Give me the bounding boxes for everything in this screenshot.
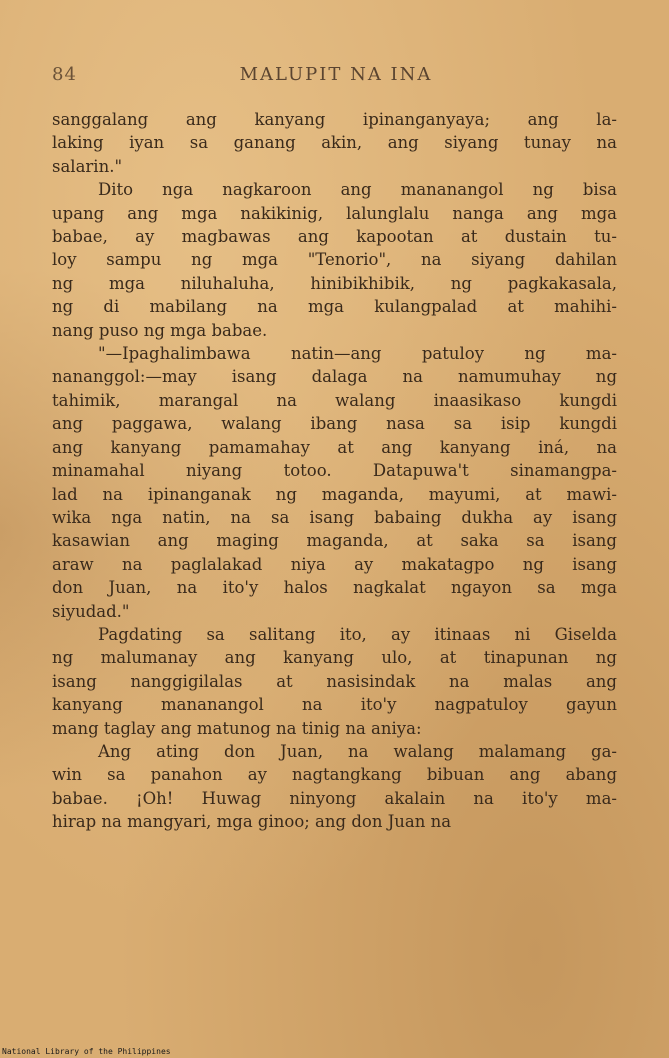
text-line: ng malumanay ang kanyang ulo, at tinapunan ng bbox=[52, 648, 617, 668]
text-line: ng di mabilang na mga kulangpalad at mahihi- bbox=[52, 297, 617, 317]
text-line: hirap na mangyari, mga ginoo; ang don Juan na bbox=[52, 812, 452, 832]
text-line: isang nanggigilalas at nasisindak na malas ang bbox=[52, 671, 617, 691]
text-line: mang taglay ang matunog na tinig na aniya: bbox=[52, 718, 422, 738]
text-line: Pagdating sa salitang ito, ay itinaas ni Giselda bbox=[98, 624, 617, 644]
running-title: MALUPIT NA INA bbox=[239, 64, 433, 85]
text-line: siyudad." bbox=[52, 601, 130, 621]
text-line: nananggol:—may isang dalaga na namumuhay ng bbox=[52, 367, 617, 387]
paragraph bbox=[52, 740, 617, 834]
text-line: ang paggawa, walang ibang nasa sa isip kungdi bbox=[52, 414, 617, 434]
text-line: don Juan, na ito'y halos nagkalat ngayon sa mga bbox=[52, 578, 617, 598]
text-line: "—Ipaghalimbawa natin—ang patuloy ng ma- bbox=[98, 344, 617, 364]
text-line: Ang ating don Juan, na walang malamang ga- bbox=[98, 741, 617, 761]
paragraph bbox=[52, 342, 617, 623]
body-text bbox=[52, 108, 617, 834]
text-line: ng mga niluhaluha, hinibikhibik, ng pagkakasala, bbox=[52, 273, 617, 293]
text-line: ang kanyang pamamahay at ang kanyang iná, na bbox=[52, 437, 617, 457]
text-line: babae, ay magbawas ang kapootan at dustain tu- bbox=[52, 227, 617, 247]
text-line: kanyang mananangol na ito'y nagpatuloy gayun bbox=[52, 695, 617, 715]
page-header bbox=[52, 64, 620, 88]
paragraph bbox=[52, 623, 617, 740]
text-line: araw na paglalakad niya ay makatagpo ng isang bbox=[52, 554, 617, 574]
text-line: upang ang mga nakikinig, lalunglalu nanga ang mga bbox=[52, 203, 617, 223]
text-line: kasawian ang maging maganda, at saka sa isang bbox=[52, 531, 617, 551]
text-line: minamahal niyang totoo. Datapuwa't sinamangpa- bbox=[52, 461, 617, 481]
text-line: Dito nga nagkaroon ang mananangol ng bisa bbox=[98, 180, 617, 200]
text-line: win sa panahon ay nagtangkang bibuan ang abang bbox=[52, 765, 617, 785]
text-line: babae. ¡Oh! Huwag ninyong akalain na ito'y ma- bbox=[52, 788, 617, 808]
text-line: laking iyan sa ganang akin, ang siyang tunay na bbox=[52, 133, 617, 153]
text-line: sanggalang ang kanyang ipinanganyaya; ang la- bbox=[52, 110, 617, 129]
library-credit: National Library of the Philippines bbox=[2, 1047, 171, 1056]
text-line: lad na ipinanganak ng maganda, mayumi, at mawi- bbox=[52, 484, 617, 504]
text-line: tahimik, marangal na walang inaasikaso kungdi bbox=[52, 390, 617, 410]
text-line: nang puso ng mga babae. bbox=[52, 320, 268, 340]
paragraph bbox=[52, 108, 617, 178]
page-number: 84 bbox=[52, 64, 77, 85]
text-line: loy sampu ng mga "Tenorio", na siyang dahilan bbox=[52, 250, 617, 270]
text-line: wika nga natin, na sa isang babaing dukha ay isang bbox=[52, 507, 617, 527]
paragraph bbox=[52, 178, 617, 342]
text-line: salarin." bbox=[52, 156, 123, 176]
